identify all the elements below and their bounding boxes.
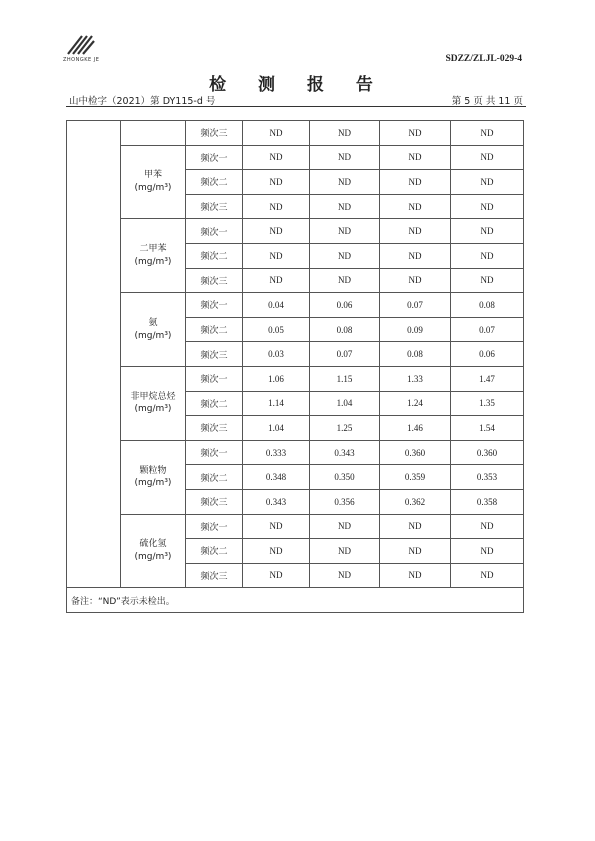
parameter-unit: (mg/m³) <box>134 256 172 267</box>
frequency-cell: 频次三 <box>186 416 243 441</box>
result-value-cell: ND <box>243 268 310 293</box>
page-number: 第 5 页 共 11 页 <box>451 96 523 107</box>
result-value-cell: 0.362 <box>380 489 451 514</box>
result-value-cell: 0.360 <box>451 440 524 465</box>
result-value-cell: ND <box>380 194 451 219</box>
frequency-cell: 频次一 <box>186 440 243 465</box>
result-value-cell: 0.356 <box>310 489 380 514</box>
result-value-cell: ND <box>451 145 524 170</box>
result-value-cell: 0.03 <box>243 342 310 367</box>
frequency-cell: 频次二 <box>186 539 243 564</box>
result-value-cell: ND <box>380 563 451 588</box>
frequency-cell: 频次二 <box>186 317 243 342</box>
result-value-cell: 0.09 <box>380 317 451 342</box>
result-value-cell: 0.07 <box>451 317 524 342</box>
parameter-cell <box>121 440 186 514</box>
result-value-cell: 0.348 <box>243 465 310 490</box>
frequency-cell: 频次一 <box>186 514 243 539</box>
result-value-cell: 0.343 <box>310 440 380 465</box>
result-value-cell: ND <box>310 145 380 170</box>
result-value-cell: ND <box>310 243 380 268</box>
note-row <box>67 588 524 613</box>
result-value-cell: ND <box>451 539 524 564</box>
result-value-cell: ND <box>380 145 451 170</box>
result-value-cell: ND <box>451 121 524 146</box>
result-value-cell: 0.04 <box>243 293 310 318</box>
parameter-name: 二甲苯 <box>139 244 167 255</box>
table-row <box>67 121 524 146</box>
frequency-cell: 频次一 <box>186 219 243 244</box>
result-value-cell: ND <box>310 514 380 539</box>
result-value-cell: 1.15 <box>310 366 380 391</box>
result-value-cell: ND <box>380 268 451 293</box>
table-row <box>67 440 524 465</box>
parameter-name: 颗粒物 <box>139 465 167 476</box>
frequency-cell: 频次三 <box>186 563 243 588</box>
parameter-name: 甲苯 <box>143 170 162 181</box>
result-value-cell: ND <box>380 170 451 195</box>
table-row <box>67 514 524 539</box>
result-value-cell: ND <box>310 268 380 293</box>
result-value-cell: ND <box>310 121 380 146</box>
result-value-cell: 1.25 <box>310 416 380 441</box>
parameter-unit: (mg/m³) <box>134 478 172 489</box>
parameter-cell <box>121 219 186 293</box>
result-value-cell: ND <box>451 194 524 219</box>
result-value-cell: 0.360 <box>380 440 451 465</box>
sampling-point-cell <box>67 121 121 588</box>
result-value-cell: 1.35 <box>451 391 524 416</box>
parameter-cell <box>121 366 186 440</box>
table-row <box>67 293 524 318</box>
result-value-cell: ND <box>451 243 524 268</box>
result-value-cell: 0.343 <box>243 489 310 514</box>
result-value-cell: ND <box>451 563 524 588</box>
result-value-cell: 0.08 <box>310 317 380 342</box>
result-value-cell: ND <box>243 121 310 146</box>
header-divider <box>66 106 526 107</box>
result-value-cell: 1.04 <box>243 416 310 441</box>
table-row <box>67 366 524 391</box>
result-value-cell: ND <box>380 219 451 244</box>
result-value-cell: 0.350 <box>310 465 380 490</box>
result-value-cell: ND <box>243 514 310 539</box>
result-value-cell: 1.47 <box>451 366 524 391</box>
remark-note: 备注：“ND”表示未检出。 <box>67 588 524 613</box>
result-value-cell: ND <box>243 194 310 219</box>
result-value-cell: ND <box>243 563 310 588</box>
result-value-cell: ND <box>310 539 380 564</box>
parameter-name: 非甲烷总烃 <box>130 391 176 402</box>
result-value-cell: 0.06 <box>451 342 524 367</box>
result-value-cell: 1.04 <box>310 391 380 416</box>
parameter-cell <box>121 121 186 146</box>
frequency-cell: 频次一 <box>186 293 243 318</box>
result-value-cell: 0.05 <box>243 317 310 342</box>
frequency-cell: 频次二 <box>186 391 243 416</box>
result-value-cell: ND <box>380 539 451 564</box>
result-value-cell: 1.33 <box>380 366 451 391</box>
result-value-cell: 1.06 <box>243 366 310 391</box>
frequency-cell: 频次二 <box>186 465 243 490</box>
result-value-cell: ND <box>380 121 451 146</box>
result-value-cell: ND <box>380 514 451 539</box>
logo-text: ZHONGKE JE <box>63 57 100 63</box>
result-value-cell: 1.54 <box>451 416 524 441</box>
result-value-cell: ND <box>243 170 310 195</box>
frequency-cell: 频次二 <box>186 243 243 268</box>
result-value-cell: 0.08 <box>380 342 451 367</box>
parameter-unit: (mg/m³) <box>134 330 172 341</box>
result-value-cell: ND <box>451 514 524 539</box>
parameter-cell <box>121 145 186 219</box>
result-value-cell: ND <box>243 539 310 564</box>
result-value-cell: ND <box>310 170 380 195</box>
result-value-cell: ND <box>310 194 380 219</box>
frequency-cell: 频次一 <box>186 366 243 391</box>
result-value-cell: ND <box>451 219 524 244</box>
parameter-cell <box>121 514 186 588</box>
parameter-unit: (mg/m³) <box>134 182 172 193</box>
result-value-cell: ND <box>310 219 380 244</box>
result-value-cell: ND <box>451 170 524 195</box>
frequency-cell: 频次三 <box>186 121 243 146</box>
results-table <box>66 120 524 613</box>
result-value-cell: ND <box>310 563 380 588</box>
frequency-cell: 频次三 <box>186 268 243 293</box>
result-value-cell: ND <box>451 268 524 293</box>
parameter-name: 氨 <box>148 317 158 328</box>
frequency-cell: 频次一 <box>186 145 243 170</box>
parameter-unit: (mg/m³) <box>134 551 172 562</box>
frequency-cell: 频次三 <box>186 194 243 219</box>
result-value-cell: 0.359 <box>380 465 451 490</box>
report-reference-number: 山中检字（2021）第 DY115-d 号 <box>69 96 216 107</box>
result-value-cell: ND <box>243 243 310 268</box>
table-row <box>67 145 524 170</box>
result-value-cell: 0.333 <box>243 440 310 465</box>
frequency-cell: 频次三 <box>186 489 243 514</box>
frequency-cell: 频次二 <box>186 170 243 195</box>
result-value-cell: 0.08 <box>451 293 524 318</box>
parameter-cell <box>121 293 186 367</box>
result-value-cell: 0.353 <box>451 465 524 490</box>
result-value-cell: 0.06 <box>310 293 380 318</box>
document-code: SDZZ/ZLJL-029-4 <box>445 54 522 64</box>
table-row <box>67 219 524 244</box>
result-value-cell: ND <box>243 219 310 244</box>
result-value-cell: 0.07 <box>310 342 380 367</box>
result-value-cell: 0.07 <box>380 293 451 318</box>
report-title: 检 测 报 告 <box>209 75 386 95</box>
result-value-cell: 1.14 <box>243 391 310 416</box>
result-value-cell: 1.46 <box>380 416 451 441</box>
result-value-cell: 0.358 <box>451 489 524 514</box>
result-value-cell: 1.24 <box>380 391 451 416</box>
result-value-cell: ND <box>380 243 451 268</box>
parameter-unit: (mg/m³) <box>134 404 172 415</box>
parameter-name: 硫化氢 <box>139 539 167 550</box>
frequency-cell: 频次三 <box>186 342 243 367</box>
result-value-cell: ND <box>243 145 310 170</box>
